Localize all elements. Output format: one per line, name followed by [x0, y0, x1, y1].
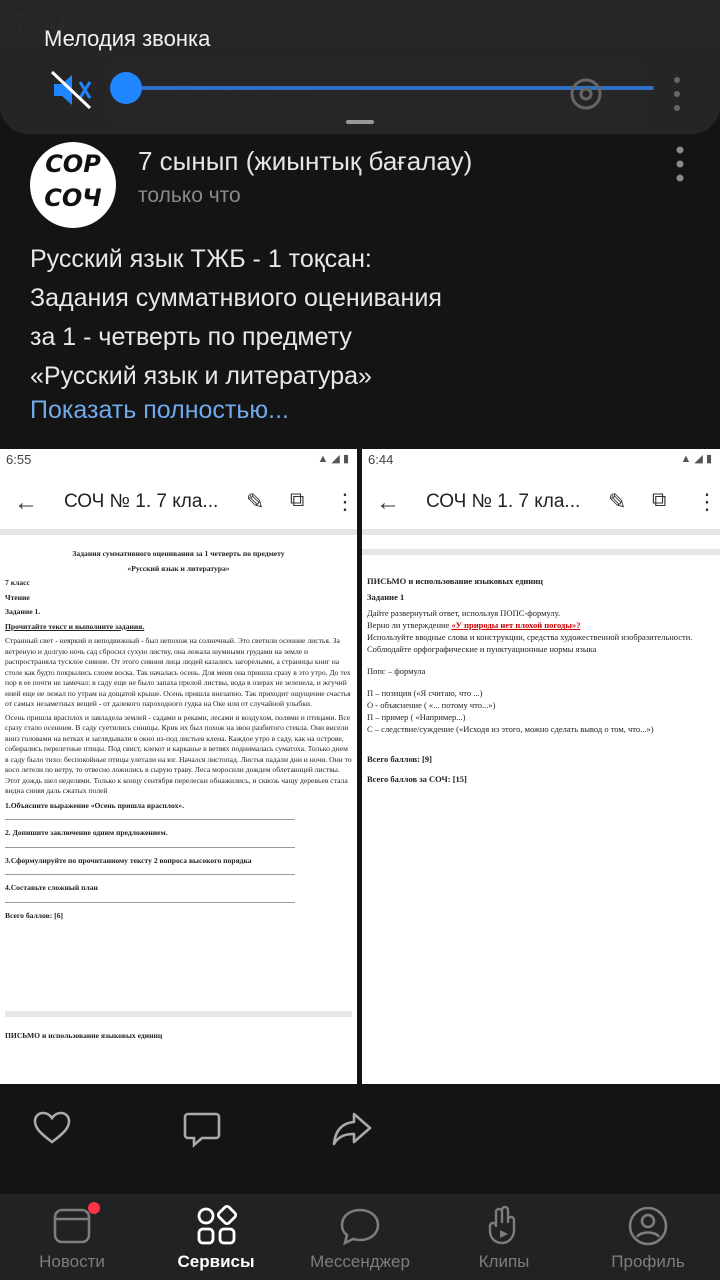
doc-question: 4.Составьте сложный план	[5, 883, 98, 892]
mute-icon[interactable]	[50, 70, 94, 110]
nav-item-services[interactable]	[144, 1200, 288, 1280]
page-separator	[5, 1011, 352, 1017]
doc-total-soch: Всего баллов за СОЧ: [15]	[367, 774, 467, 784]
doc-status-bar	[362, 449, 720, 471]
nav-label: Мессенджер	[310, 1252, 410, 1271]
post-text-line: Задания сумматнвиого оценивания	[30, 284, 442, 312]
answer-line	[5, 819, 295, 820]
nav-label: Новости	[39, 1252, 105, 1271]
volume-panel	[0, 0, 720, 134]
doc-formula: Попс – формула	[367, 666, 426, 676]
answer-line	[5, 847, 295, 848]
answer-line	[5, 874, 295, 875]
doc-page	[362, 555, 720, 785]
post-text-line: Русский язык ТЖБ - 1 тоқсан:	[30, 245, 372, 273]
avatar-text-top: СОР	[45, 150, 101, 178]
nav-item-messenger[interactable]	[288, 1200, 432, 1280]
show-more-link[interactable]: Показать полностью...	[30, 396, 289, 424]
nav-label: Клипы	[478, 1252, 530, 1271]
doc-line: Соблюдайте орфографические и пунктуационные нормы языка	[367, 644, 597, 654]
doc-line-part: Верно ли утверждение	[367, 620, 452, 630]
messenger-icon	[338, 1204, 382, 1248]
doc-question: 1.Объясните выражение «Осень пришла врасплох».	[5, 800, 185, 810]
doc-task: Задание 1	[367, 592, 405, 602]
nav-item-profile[interactable]	[576, 1200, 720, 1280]
bottom-nav	[0, 1194, 720, 1280]
comment-icon[interactable]	[180, 1106, 224, 1150]
doc-status-time: 6:55	[6, 452, 32, 467]
doc-formula-item: О - объяснение ( «... потому что...»)	[367, 700, 496, 710]
back-arrow-icon: ←	[14, 489, 38, 516]
doc-line	[367, 619, 715, 631]
doc-instruction: Прочитайте текст и выполните задания.	[5, 621, 145, 631]
post-text	[30, 240, 690, 396]
nav-label: Профиль	[611, 1252, 685, 1271]
notification-badge	[88, 1202, 100, 1214]
back-arrow-icon: ←	[376, 489, 400, 516]
doc-title: СОЧ № 1. 7 кла...	[64, 491, 219, 512]
doc-toolbar	[0, 471, 357, 535]
doc-formula-item: С – следствие/суждение («Исходя из этого, можно сделать вывод о том, что...»)	[367, 724, 654, 734]
settings-icon[interactable]	[564, 72, 608, 116]
volume-title: Мелодия звонка	[44, 26, 211, 51]
post-actions	[0, 1096, 720, 1166]
doc-next-section: ПИСЬМО и использование языковых единиц	[5, 1031, 163, 1040]
avatar[interactable]	[30, 142, 116, 228]
attachment-image-1[interactable]	[0, 449, 357, 1084]
doc-status-time: 6:44	[368, 452, 394, 467]
doc-formula-item: П – пример ( «Например...)	[367, 712, 466, 722]
volume-slider-knob[interactable]	[110, 72, 142, 104]
doc-title: СОЧ № 1. 7 кла...	[426, 491, 581, 512]
doc-section: ПИСЬМО и использование языковых единиц	[367, 576, 543, 586]
doc-line: Используйте вводные слова и конструкции, средства художественной изобразительности.	[367, 632, 693, 642]
post-text-line: за 1 - четверть по предмету	[30, 323, 352, 351]
doc-status-bar	[0, 449, 357, 471]
open-external-icon: ⧉	[652, 489, 667, 511]
doc-formula-item: П – позиция («Я считаю, что ...)	[367, 688, 483, 698]
nav-item-news[interactable]	[0, 1200, 144, 1280]
services-icon	[194, 1204, 238, 1248]
doc-paragraph: Странный свет - неяркий и неподвижный - был непохож на солнечный. Это светили осенние листья. За ветреную и долгую ночь сад сбросил сухую листву, она лежала шумными грудами на земле и распространяла тусклое сияние. От этого сияния лица людей казались загорелыми, а страницы книг на столе как будто покрылись слоем воска. Так началась осень. Для меня она пришла сразу в это утро. До тех пор я ее почти не замечал: в саду еще не было запаха прелой листвы, вода в озерах не зеленела, и жгучий иней еще не лежал по утрам на дощатой крыше. Осень пришла внезапно. Так приходит ощущение счастья от самых незаметных вещей - от далекого пароходного гудка на Оке или от случайной улыбки.	[5, 636, 351, 708]
more-icon[interactable]	[670, 74, 684, 114]
like-icon[interactable]	[30, 1106, 74, 1150]
post-time: только что	[138, 184, 241, 207]
answer-line	[5, 902, 295, 903]
doc-paragraph: Осень пришла врасплох и завладела землей - садами и реками, лесами и воздухом, полями и птицами. Все сразу стало осенним. В саду суетились синицы. Крик их был похож на звон разбитого стекла. Они висели вниз головами на ветках и заглядывали в окно из-под листьев клена. Каждое утро в саду, как на острове, собирались перелетные птицы. Под свист, клекот и карканье в ветвях поднималась суматоха. Только днем в саду было тихо: беспокойные птицы улетали на юг. Начался листопад. Листья падали дни и ночи. Они то косо летели по ветру, то отвесно ложились в сырую траву. Леса моросили дождем облетающей листвы. Этот дождь шел неделями. Только к концу сентября перелески обнажились, и сквозь чащу деревьев стала видна синяя даль сжатых полей	[5, 712, 352, 795]
doc-subheading: «Русский язык и литература»	[127, 563, 230, 573]
attachment-image-2[interactable]	[362, 449, 720, 1084]
doc-total: Всего баллов: [6]	[5, 910, 64, 920]
doc-highlight: «У природы нет плохой погоды»?	[451, 620, 581, 630]
post-text-line: «Русский язык и литература»	[30, 362, 372, 390]
edit-icon: ✎	[608, 489, 627, 514]
avatar-text-bottom: СОЧ	[44, 184, 102, 212]
doc-total: Всего баллов: [9]	[367, 754, 432, 764]
clips-icon	[482, 1204, 526, 1248]
doc-task: Задание 1.	[5, 607, 41, 616]
doc-question: 2. Допишите заключение одним предложением.	[5, 828, 168, 837]
doc-toolbar	[362, 471, 720, 535]
doc-status-signal-icon: ▲ ◢ ▮	[680, 453, 712, 465]
doc-grade: 7 класс	[5, 578, 30, 587]
doc-heading: Задания суммативного оценивания за 1 четверть по предмету	[72, 549, 285, 558]
doc-question: 3.Сформулируйте по прочитанному тексту 2 вопроса высокого порядка	[5, 855, 252, 865]
edit-icon: ✎	[246, 489, 265, 514]
doc-status-signal-icon: ▲ ◢ ▮	[317, 453, 349, 465]
post-author[interactable]: 7 сынып (жиынтық бағалау)	[138, 146, 473, 176]
share-icon[interactable]	[330, 1106, 374, 1150]
profile-icon	[626, 1204, 670, 1248]
open-external-icon: ⧉	[290, 489, 305, 511]
doc-page	[0, 535, 357, 1042]
nav-item-clips[interactable]	[432, 1200, 576, 1280]
doc-more-icon: ⋮	[334, 489, 356, 514]
news-icon	[50, 1204, 94, 1248]
doc-line: Дайте развернутый ответ, используя ПОПС-формулу.	[367, 608, 561, 618]
panel-handle[interactable]	[346, 120, 374, 124]
nav-label: Сервисы	[177, 1252, 255, 1271]
doc-more-icon: ⋮	[696, 489, 718, 514]
post-menu-icon[interactable]	[672, 144, 688, 188]
doc-section: Чтение	[5, 592, 30, 602]
